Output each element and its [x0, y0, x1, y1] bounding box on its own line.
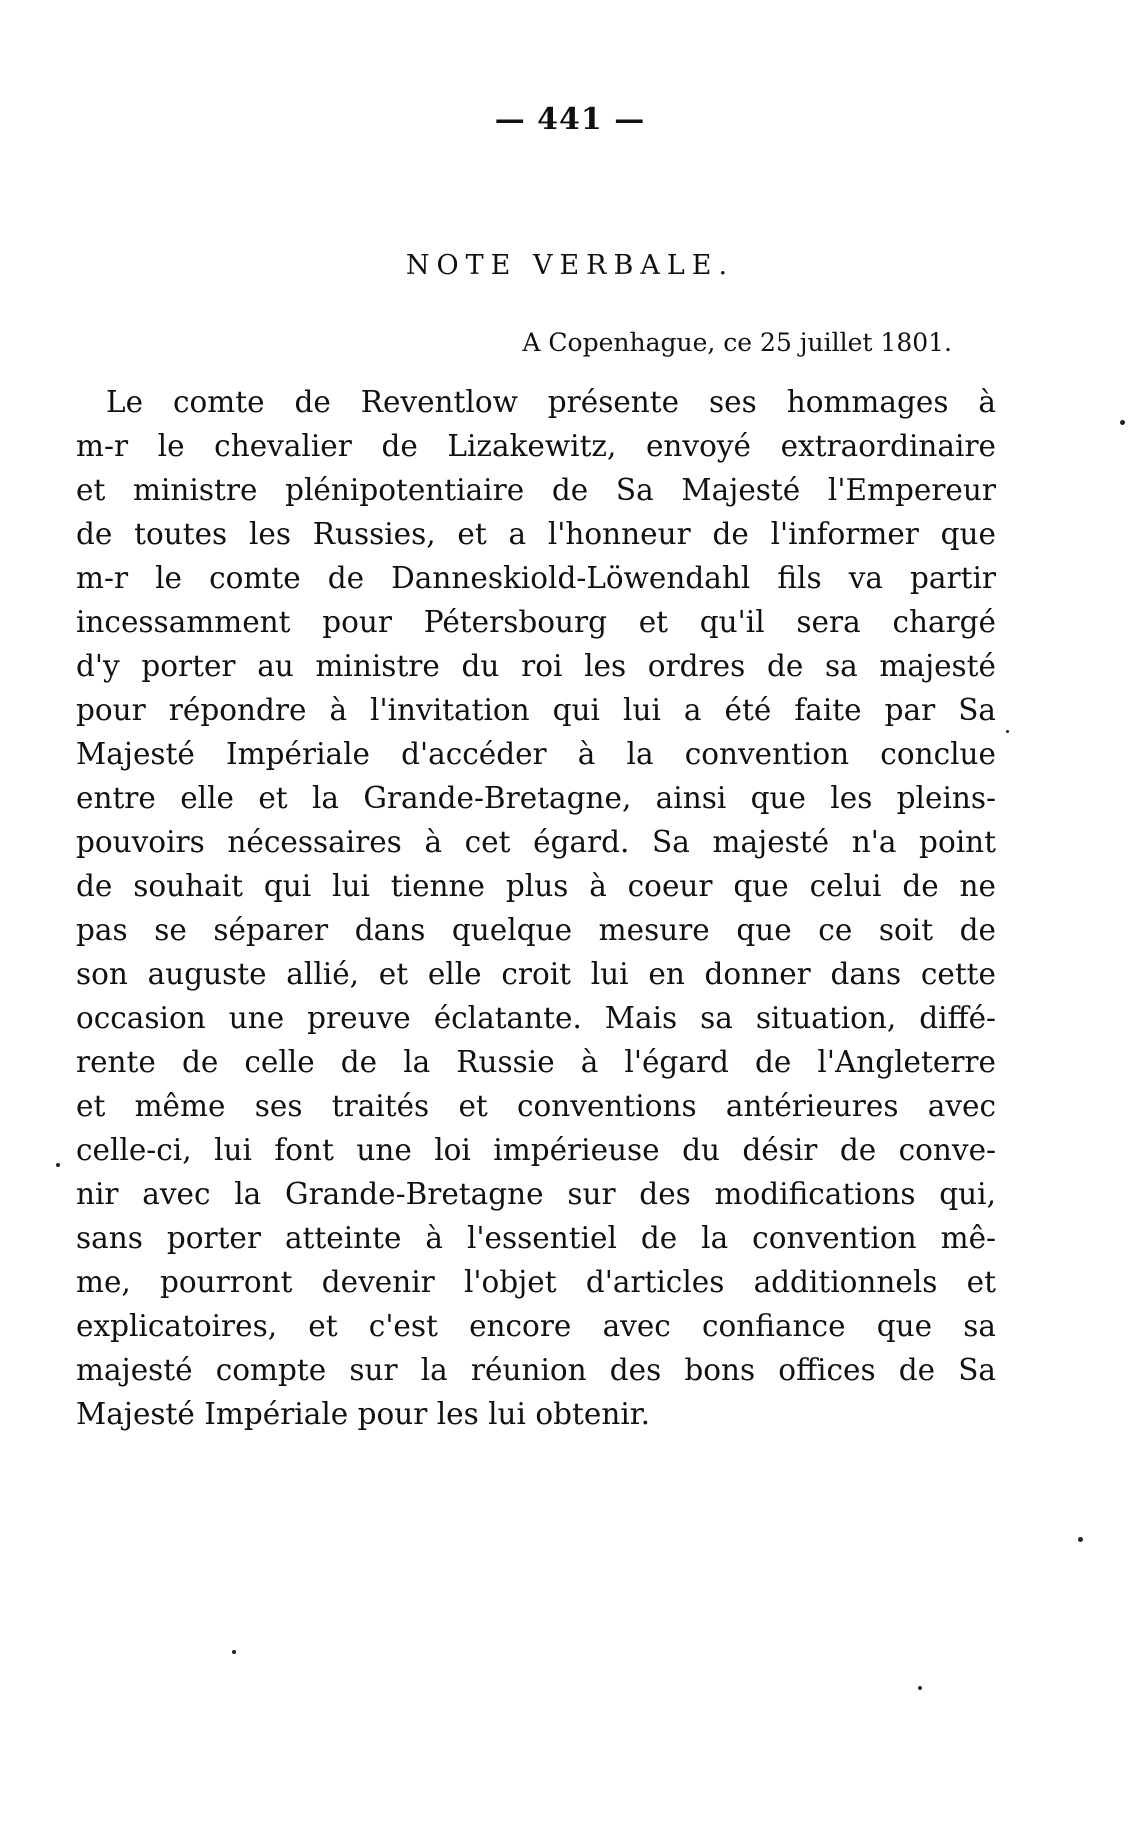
text-line: de souhait qui lui tienne plus à coeur que celui de ne — [76, 869, 996, 903]
document-title: NOTE VERBALE. — [405, 250, 735, 281]
text-line: m-r le comte de Danneskiold-Löwendahl fils va partir — [76, 561, 996, 595]
text-line: celle-ci, lui font une loi impérieuse du désir de conve- — [76, 1133, 996, 1167]
text-line: pas se séparer dans quelque mesure que ce soit de — [76, 913, 996, 947]
text-line: me, pourront devenir l'objet d'articles additionnels et — [76, 1265, 996, 1299]
text-line: Le comte de Reventlow présente ses hommages à — [106, 385, 996, 419]
text-line: rente de celle de la Russie à l'égard de l'Angleterre — [76, 1045, 996, 1079]
scan-speck — [1006, 730, 1009, 733]
text-line: sans porter atteinte à l'essentiel de la convention mê- — [76, 1221, 996, 1255]
text-line: de toutes les Russies, et a l'honneur de l'informer que — [76, 517, 996, 551]
text-line: d'y porter au ministre du roi les ordres de sa majesté — [76, 649, 996, 683]
scan-speck — [232, 1650, 236, 1654]
scan-speck — [1120, 420, 1125, 425]
text-line: m-r le chevalier de Lizakewitz, envoyé extraordinaire — [76, 429, 996, 463]
text-line: pour répondre à l'invitation qui lui a été faite par Sa — [76, 693, 996, 727]
text-line: Majesté Impériale d'accéder à la convention conclue — [76, 737, 996, 771]
scan-speck — [1078, 1537, 1083, 1542]
scan-speck — [56, 1163, 60, 1167]
text-line: Majesté Impériale pour les lui obtenir. — [76, 1397, 650, 1431]
text-line: pouvoirs nécessaires à cet égard. Sa majesté n'a point — [76, 825, 996, 859]
text-line: occasion une preuve éclatante. Mais sa situation, diffé- — [76, 1001, 996, 1035]
text-line: et ministre plénipotentiaire de Sa Majesté l'Empereur — [76, 473, 996, 507]
text-line: explicatoires, et c'est encore avec confiance que sa — [76, 1309, 996, 1343]
dateline: A Copenhague, ce 25 juillet 1801. — [522, 328, 952, 357]
page-number: — 441 — — [494, 102, 646, 137]
text-line: et même ses traités et conventions antérieures avec — [76, 1089, 996, 1123]
body-paragraph — [76, 380, 996, 1436]
text-line: majesté compte sur la réunion des bons offices de Sa — [76, 1353, 996, 1387]
scan-speck — [918, 1686, 922, 1690]
text-line: entre elle et la Grande-Bretagne, ainsi que les pleins- — [76, 781, 996, 815]
text-line: son auguste allié, et elle croit lui en donner dans cette — [76, 957, 996, 991]
text-line: nir avec la Grande-Bretagne sur des modifications qui, — [76, 1177, 996, 1211]
text-line: incessamment pour Pétersbourg et qu'il sera chargé — [76, 605, 996, 639]
